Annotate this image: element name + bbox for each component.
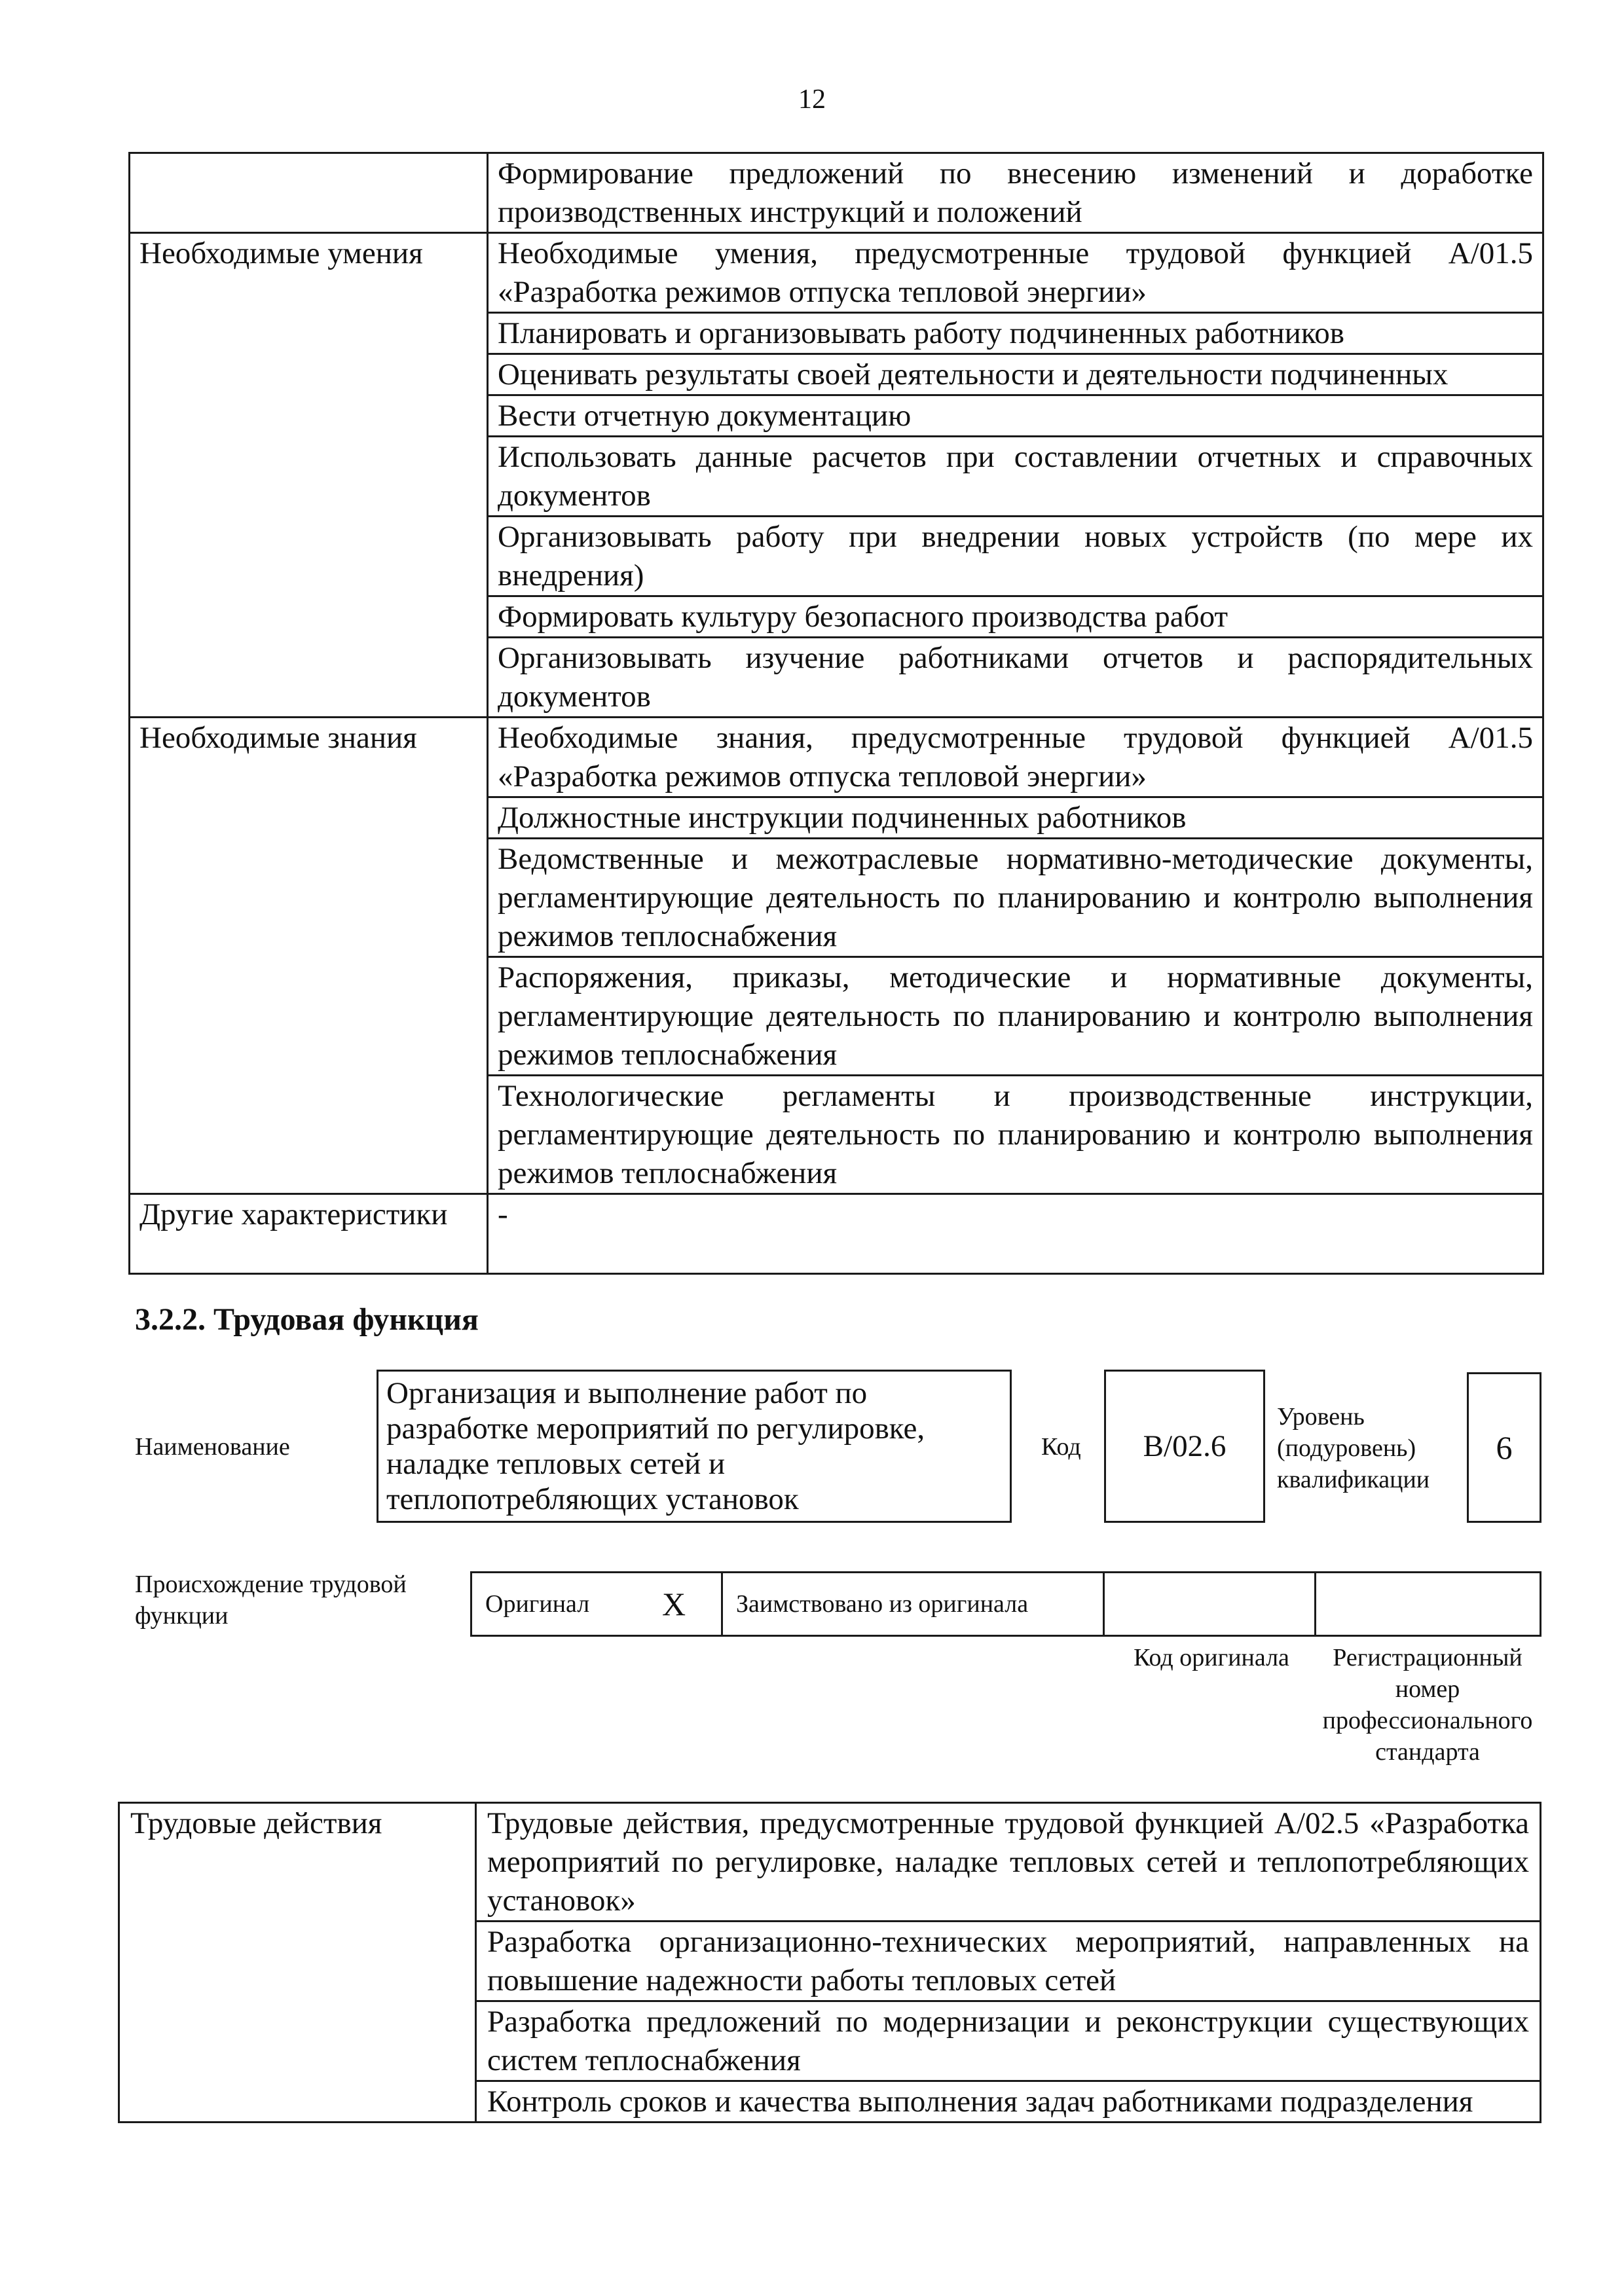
table-row: [130, 153, 1543, 233]
table-cell: Организовывать работу при внедрении новых устройств (по мере их внедрения): [488, 517, 1543, 596]
table-row: [130, 718, 1543, 797]
table-cell: Планировать и организовывать работу подчиненных работников: [488, 313, 1543, 354]
code-original-cell: [1104, 1573, 1316, 1636]
name-label: Наименование: [135, 1433, 290, 1461]
borrowed-label: Заимствовано из оригинала: [722, 1573, 1104, 1636]
table-cell: Вести отчетную документацию: [488, 395, 1543, 437]
table-cell: Необходимые умения, предусмотренные трудовой функцией А/01.5 «Разработка режимов отпуска тепловой энергии»: [488, 233, 1543, 313]
section-heading: 3.2.2. Трудовая функция: [135, 1302, 479, 1337]
function-code-box: В/02.6: [1104, 1370, 1265, 1523]
table-cell: Трудовые действия, предусмотренные трудовой функцией А/02.5 «Разработка мероприятий по регулировке, наладке тепловых сетей и теплопотребляющих установок»: [476, 1803, 1541, 1922]
table-row: [130, 233, 1543, 313]
code-label: Код: [1041, 1433, 1081, 1461]
table-row: [471, 1573, 1541, 1636]
code-original-label: Код оригинала: [1134, 1644, 1289, 1671]
table-cell: Разработка организационно-технических мероприятий, направленных на повышение надежности работы тепловых сетей: [476, 1922, 1541, 2001]
table-cell: -: [488, 1194, 1543, 1274]
table-cell: Должностные инструкции подчиненных работников: [488, 797, 1543, 839]
table-cell: Распоряжения, приказы, методические и нормативные документы, регламентирующие деятельность по планированию и контролю выполнения режимов теплоснабжения: [488, 957, 1543, 1076]
origin-table: [470, 1571, 1541, 1637]
reg-number-label: Регистрационный номер профессионального стандарта: [1322, 1644, 1533, 1766]
row-label: [130, 153, 488, 233]
original-label: Оригинал: [471, 1573, 650, 1636]
original-mark: X: [649, 1573, 722, 1636]
table-row: [119, 1803, 1541, 1922]
table-cell: Оценивать результаты своей деятельности и деятельности подчиненных: [488, 354, 1543, 395]
table-cell: Необходимые знания, предусмотренные трудовой функцией А/01.5 «Разработка режимов отпуска тепловой энергии»: [488, 718, 1543, 797]
table-row: [130, 1194, 1543, 1274]
row-label-knowledge: Необходимые знания: [130, 718, 488, 1194]
row-label-skills: Необходимые умения: [130, 233, 488, 718]
page-number: 12: [798, 84, 826, 115]
level-label: Уровень (подуровень) квалификации: [1277, 1403, 1430, 1493]
table-cell: Использовать данные расчетов при составлении отчетных и справочных документов: [488, 437, 1543, 517]
labour-actions-table: [118, 1802, 1541, 2123]
origin-label: Происхождение трудовой функции: [135, 1571, 407, 1630]
table-cell: Организовывать изучение работниками отчетов и распорядительных документов: [488, 638, 1543, 718]
table-cell: Разработка предложений по модернизации и реконструкции существующих систем теплоснабжения: [476, 2001, 1541, 2081]
requirements-table: [128, 152, 1544, 1275]
qualification-level-box: 6: [1467, 1372, 1541, 1523]
row-label-other: Другие характеристики: [130, 1194, 488, 1274]
table-cell: Формирование предложений по внесению изменений и доработке производственных инструкций и положений: [488, 153, 1543, 233]
function-name-box: Организация и выполнение работ по разработке мероприятий по регулировке, наладке тепловых сетей и теплопотребляющих установок: [377, 1370, 1012, 1523]
table-cell: Технологические регламенты и производственные инструкции, регламентирующие деятельность по планированию и контролю выполнения режимов теплоснабжения: [488, 1076, 1543, 1194]
table-cell: Контроль сроков и качества выполнения задач работниками подразделения: [476, 2081, 1541, 2123]
reg-number-cell: [1316, 1573, 1541, 1636]
table-cell: Ведомственные и межотраслевые нормативно-методические документы, регламентирующие деятельность по планированию и контролю выполнения режимов теплоснабжения: [488, 839, 1543, 957]
table-cell: Формировать культуру безопасного производства работ: [488, 596, 1543, 638]
row-label-actions: Трудовые действия: [119, 1803, 476, 2123]
